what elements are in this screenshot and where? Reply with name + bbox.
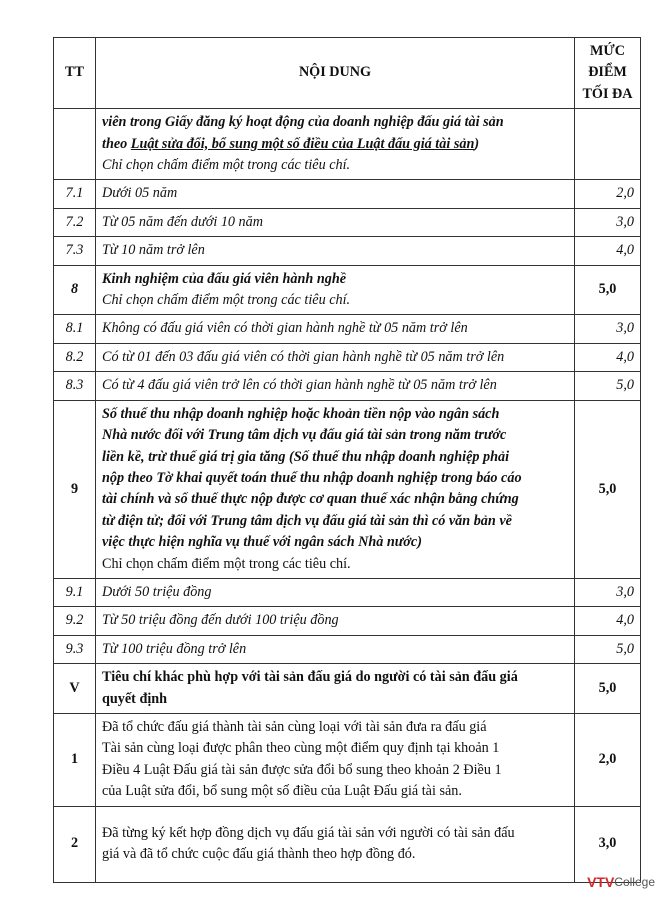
row-score: 2,0 xyxy=(575,713,641,806)
row-score: 3,0 xyxy=(575,315,641,343)
row-content-line: giá và đã tổ chức cuộc đấu giá thành theo hợp đồng đó. xyxy=(102,846,416,863)
row-number: 8.1 xyxy=(54,315,96,343)
row-content-line: Đã tổ chức đấu giá thành tài sản cùng loại với tài sản đưa ra đấu giá xyxy=(102,718,487,735)
continued-note: Chỉ chọn chấm điểm một trong các tiêu chí. xyxy=(102,157,351,174)
section-score: 5,0 xyxy=(575,265,641,315)
row-score: 5,0 xyxy=(575,635,641,663)
logo-college: College xyxy=(614,875,655,889)
table-row xyxy=(54,180,641,208)
row-score: 2,0 xyxy=(575,180,641,208)
section-note: Chỉ chọn chấm điểm một trong các tiêu chí. xyxy=(102,292,351,309)
section-title-line: từ điện tử; đối với Trung tâm dịch vụ đấu giá tài sản thì có văn bản về xyxy=(102,512,512,529)
row-content: Có từ 01 đến 03 đấu giá viên có thời gian hành nghề từ 05 năm trở lên xyxy=(96,343,575,371)
row-content: Không có đấu giá viên có thời gian hành nghề từ 05 năm trở lên xyxy=(96,315,575,343)
table-row xyxy=(54,607,641,635)
table-row xyxy=(54,713,641,806)
table-row xyxy=(54,578,641,606)
row-score: 5,0 xyxy=(575,372,641,400)
row-content: Từ 10 năm trở lên xyxy=(96,237,575,265)
table-row xyxy=(54,315,641,343)
section-title-line: nộp theo Tờ khai quyết toán thuế thu nhập doanh nghiệp trong báo cáo xyxy=(102,469,522,486)
row-score: 3,0 xyxy=(575,806,641,882)
criteria-table xyxy=(53,37,641,883)
section-note: Chỉ chọn chấm điểm một trong các tiêu chí. xyxy=(102,555,351,572)
row-score: 3,0 xyxy=(575,208,641,236)
law-reference-link: Luật sửa đổi, bổ sung một số điều của Luật đấu giá tài sản xyxy=(130,135,475,152)
section-title-line: việc thực hiện nghĩa vụ thuế với ngân sách Nhà nước) xyxy=(102,534,422,551)
section-title-line: quyết định xyxy=(102,690,168,707)
row-number: 7.3 xyxy=(54,237,96,265)
vtv-college-logo xyxy=(587,874,655,890)
header-max-line3: TỐI ĐA xyxy=(582,85,633,102)
section-score: 5,0 xyxy=(575,400,641,578)
table-row xyxy=(54,237,641,265)
row-content: Có từ 4 đấu giá viên trở lên có thời gian hành nghề từ 05 năm trở lên xyxy=(96,372,575,400)
section-number: 9 xyxy=(54,400,96,578)
section-number: V xyxy=(54,664,96,714)
row-content-line: Đã từng ký kết hợp đồng dịch vụ đấu giá tài sản với người có tài sản đấu xyxy=(102,824,515,841)
row-score: 3,0 xyxy=(575,578,641,606)
row-content: Từ 100 triệu đồng trở lên xyxy=(96,635,575,663)
row-score: 4,0 xyxy=(575,607,641,635)
header-row xyxy=(54,38,641,109)
table-row xyxy=(54,343,641,371)
row-number: 2 xyxy=(54,806,96,882)
continued-row xyxy=(54,109,641,180)
row-content: Dưới 05 năm xyxy=(96,180,575,208)
row-number: 9.3 xyxy=(54,635,96,663)
section-title-line: tài chính và số thuế thực nộp được cơ quan thuế xác nhận bằng chứng xyxy=(102,491,519,508)
header-max-score xyxy=(575,38,641,109)
header-max-line2: ĐIỂM xyxy=(588,64,627,81)
header-max-line1: MỨC xyxy=(590,43,625,59)
row-number: 8.2 xyxy=(54,343,96,371)
row-number: 7.2 xyxy=(54,208,96,236)
continued-line2: theo Luật sửa đổi, bổ sung một số điều của Luật đấu giá tài sản) xyxy=(102,135,480,152)
row-content: Từ 05 năm đến dưới 10 năm xyxy=(96,208,575,236)
row-content-line: Điều 4 Luật Đấu giá tài sản được sửa đổi bổ sung theo khoản 2 Điều 1 xyxy=(102,761,502,778)
section-title-line: liền kề, trừ thuế giá trị gia tăng (Số thuế thu nhập doanh nghiệp phải xyxy=(102,448,510,465)
row-content-line: Tài sản cùng loại được phân theo cùng một điểm quy định tại khoản 1 xyxy=(102,740,500,757)
section-row xyxy=(54,400,641,578)
header-tt: TT xyxy=(54,38,96,109)
section-title-line: Tiêu chí khác phù hợp với tài sản đấu giá do người có tài sản đấu giá xyxy=(102,669,518,686)
table-row xyxy=(54,208,641,236)
row-score: 4,0 xyxy=(575,237,641,265)
section-number: 8 xyxy=(54,265,96,315)
section-row xyxy=(54,664,641,714)
section-title-line: Nhà nước đối với Trung tâm dịch vụ đấu giá tài sản trong năm trước xyxy=(102,427,507,444)
table-row xyxy=(54,635,641,663)
row-number: 7.1 xyxy=(54,180,96,208)
section-title: Kinh nghiệm của đấu giá viên hành nghề xyxy=(102,270,347,287)
row-content-line: của Luật sửa đổi, bổ sung một số điều của Luật Đấu giá tài sản. xyxy=(102,783,462,800)
logo-vtv: VTV xyxy=(587,874,615,890)
row-number: 1 xyxy=(54,713,96,806)
continued-line1: viên trong Giấy đăng ký hoạt động của doanh nghiệp đấu giá tài sản xyxy=(102,114,504,131)
section-row xyxy=(54,265,641,315)
row-content: Từ 50 triệu đồng đến dưới 100 triệu đồng xyxy=(96,607,575,635)
row-number: 8.3 xyxy=(54,372,96,400)
section-title-line: Số thuế thu nhập doanh nghiệp hoặc khoản tiền nộp vào ngân sách xyxy=(102,405,500,422)
row-number: 9.2 xyxy=(54,607,96,635)
row-number: 9.1 xyxy=(54,578,96,606)
row-score: 4,0 xyxy=(575,343,641,371)
table-row xyxy=(54,806,641,882)
row-content: Dưới 50 triệu đồng xyxy=(96,578,575,606)
section-score: 5,0 xyxy=(575,664,641,714)
header-content: NỘI DUNG xyxy=(96,38,575,109)
table-row xyxy=(54,372,641,400)
